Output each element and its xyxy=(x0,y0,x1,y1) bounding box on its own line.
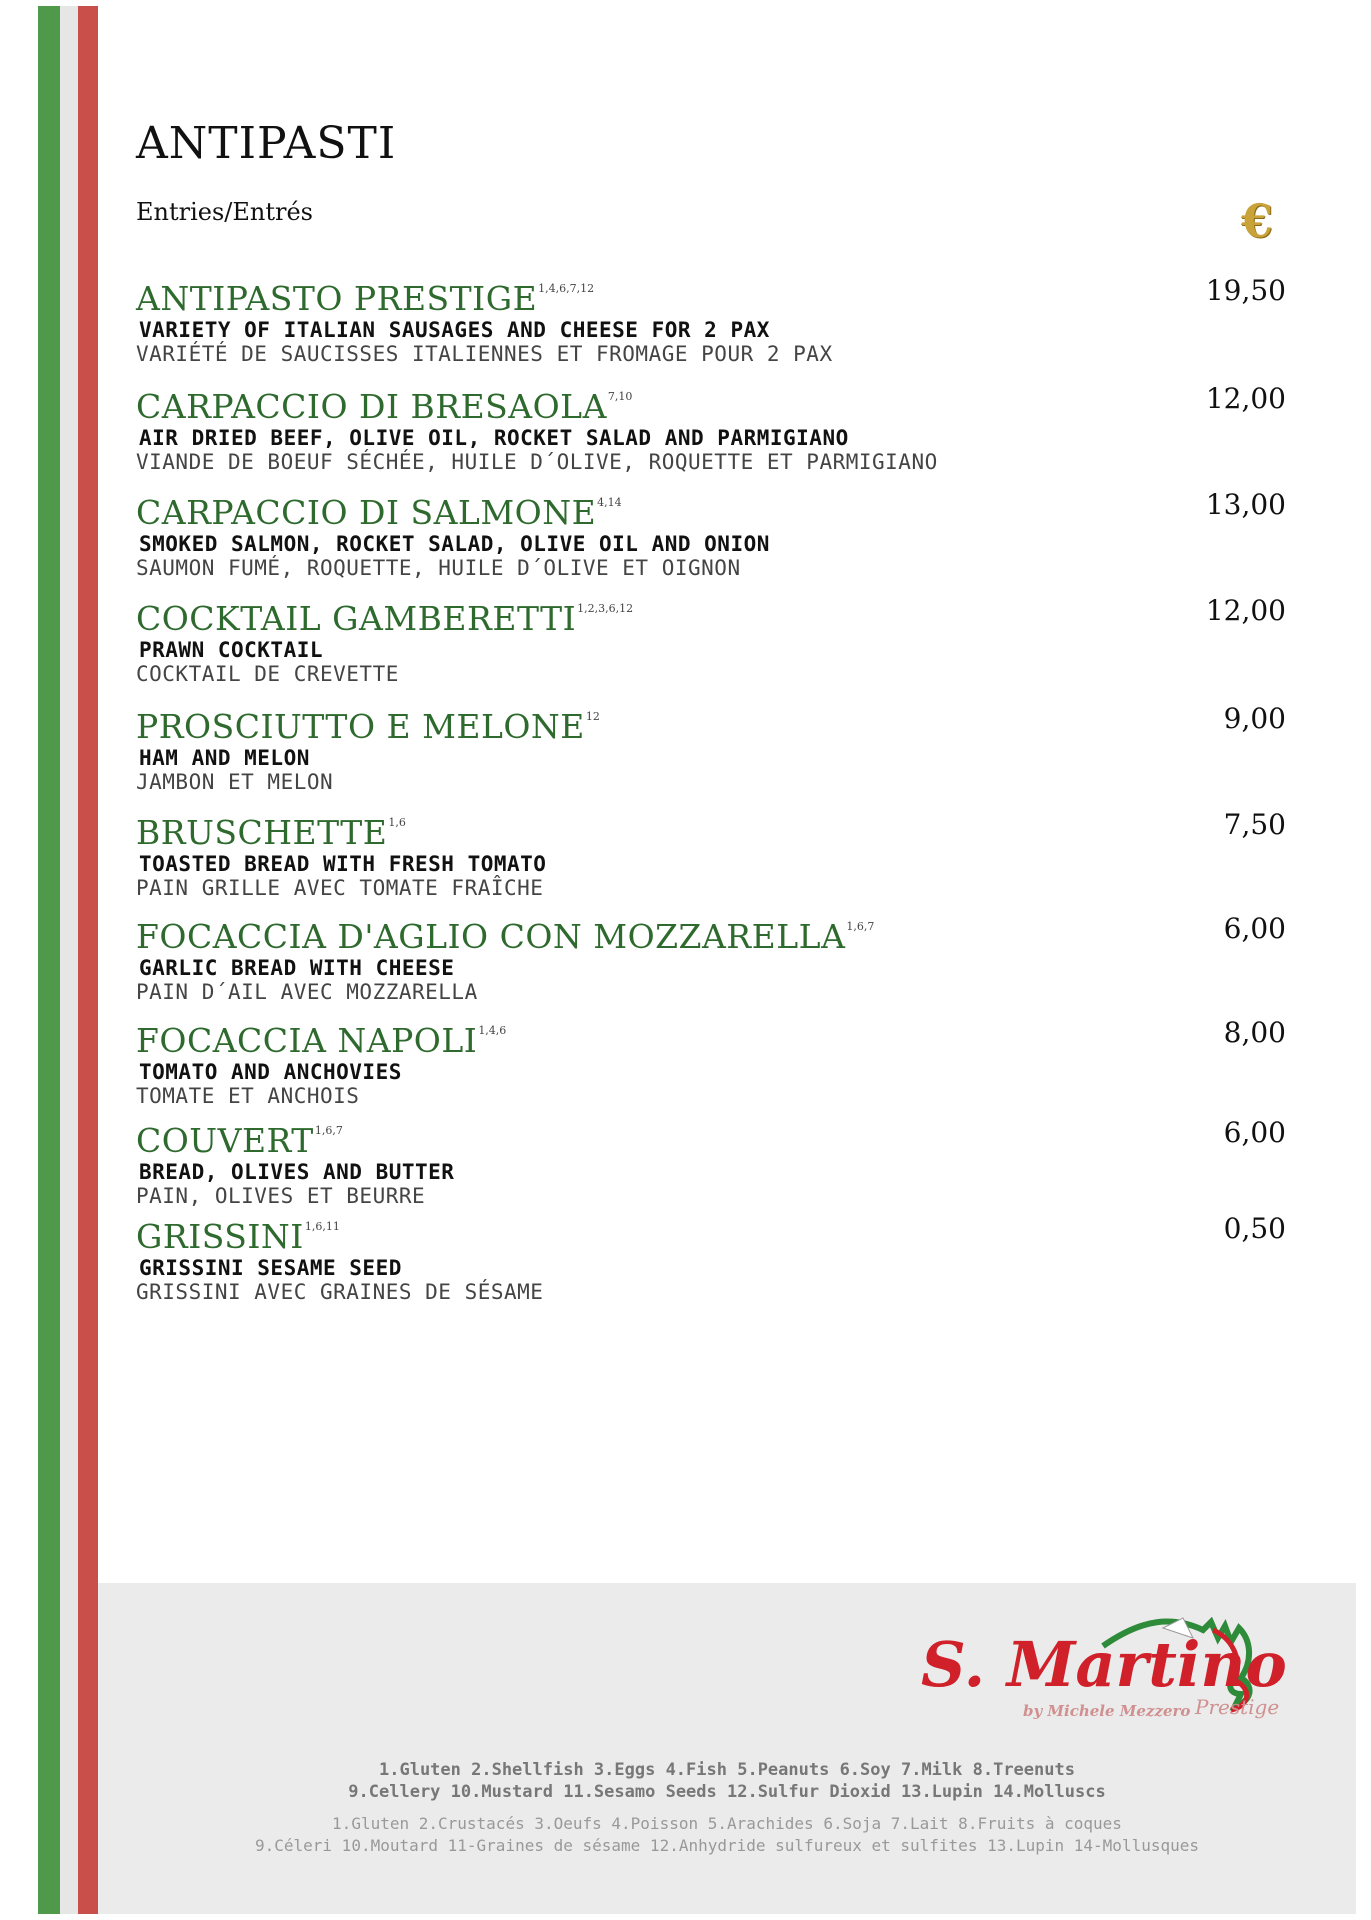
item-description-en: GRISSINI SESAME SEED xyxy=(139,1256,402,1280)
item-price: 12,00 xyxy=(1205,382,1286,415)
item-name: PROSCIUTTO E MELONE$^{12}$ xyxy=(136,707,600,746)
allergen-codes: 1,6,7 xyxy=(314,1124,343,1137)
item-price: 6,00 xyxy=(1223,912,1286,945)
item-price: 7,50 xyxy=(1223,808,1286,841)
menu-item-grissini xyxy=(136,1208,1286,1304)
page-subtitle: Entries/Entrés xyxy=(136,198,313,226)
allergen-codes: 1,2,3,6,12 xyxy=(577,602,634,615)
item-name: BRUSCHETTE$^{1,6}$ xyxy=(136,813,406,852)
item-description-fr: COCKTAIL DE CREVETTE xyxy=(136,662,399,686)
menu-item-couvert xyxy=(136,1112,1286,1208)
allergen-codes: 12 xyxy=(585,710,600,723)
allergen-codes: 4,14 xyxy=(597,496,622,509)
allergen-legend-fr: 1.Gluten 2.Crustacés 3.Oeufs 4.Poisson 5.Arachides 6.Soja 7.Lait 8.Fruits à coques 9.Céleri 10.Moutard 11-Graines de sésame 12.Anhydride sulfureux et sulfites 13.Lupin 14-Mollusques xyxy=(254,1814,1199,1855)
item-description-fr: GRISSINI AVEC GRAINES DE SÉSAME xyxy=(136,1280,544,1304)
item-description-en: PRAWN COCKTAIL xyxy=(139,638,324,662)
item-description-fr: PAIN D´AIL AVEC MOZZARELLA xyxy=(136,980,478,1004)
item-name: ANTIPASTO PRESTIGE$^{1,4,6,7,12}$ xyxy=(136,279,595,318)
item-price: 0,50 xyxy=(1223,1212,1286,1245)
flag-stripe-white xyxy=(60,6,78,1914)
item-price: 9,00 xyxy=(1223,702,1286,735)
item-description-fr: TOMATE ET ANCHOIS xyxy=(136,1084,360,1108)
allergen-legend-en: 1.Gluten 2.Shellfish 3.Eggs 4.Fish 5.Peanuts 6.Soy 7.Milk 8.Treenuts 9.Cellery 10.Mustard 11.Sesamo Seeds 12.Sulfur Dioxid 13.Lupin 14.Molluscs xyxy=(348,1760,1106,1802)
item-description-en: HAM AND MELON xyxy=(139,746,310,770)
allergen-codes: 1,4,6 xyxy=(478,1024,507,1037)
s-martino-logo xyxy=(913,1598,1293,1738)
item-description-en: SMOKED SALMON, ROCKET SALAD, OLIVE OIL AND ONION xyxy=(139,532,770,556)
allergen-codes: 1,4,6,7,12 xyxy=(538,282,595,295)
menu-item-prosciutto-melone xyxy=(136,698,1286,794)
item-price: 19,50 xyxy=(1205,274,1286,307)
menu-item-cocktail-gamberetti xyxy=(136,590,1286,686)
menu-item-focaccia-napoli xyxy=(136,1012,1286,1108)
flag-stripe-red xyxy=(78,6,98,1914)
item-description-fr: VARIÉTÉ DE SAUCISSES ITALIENNES ET FROMAGE POUR 2 PAX xyxy=(136,342,833,366)
svg-text:by Michele Mezzero: by Michele Mezzero xyxy=(1023,1702,1191,1720)
menu-item-focaccia-aglio xyxy=(136,908,1286,1004)
item-description-en: AIR DRIED BEEF, OLIVE OIL, ROCKET SALAD AND PARMIGIANO xyxy=(139,426,849,450)
menu-item-antipasto-prestige xyxy=(136,270,1286,366)
page-title: ANTIPASTI xyxy=(136,118,397,169)
item-name: FOCACCIA NAPOLI$^{1,4,6}$ xyxy=(136,1021,507,1060)
item-description-en: TOASTED BREAD WITH FRESH TOMATO xyxy=(139,852,547,876)
item-description-fr: SAUMON FUMÉ, ROQUETTE, HUILE D´OLIVE ET OIGNON xyxy=(136,556,741,580)
item-name: CARPACCIO DI BRESAOLA$^{7,10}$ xyxy=(136,387,633,426)
item-name: FOCACCIA D'AGLIO CON MOZZARELLA$^{1,6,7}$ xyxy=(136,917,875,956)
svg-text:S. Martino: S. Martino xyxy=(921,1628,1287,1701)
svg-text:Prestige: Prestige xyxy=(1195,1695,1280,1719)
item-description-en: BREAD, OLIVES AND BUTTER xyxy=(139,1160,455,1184)
menu-item-carpaccio-salmone xyxy=(136,484,1286,580)
item-price: 8,00 xyxy=(1223,1016,1286,1049)
allergen-codes: 1,6,7 xyxy=(846,920,875,933)
item-price: 6,00 xyxy=(1223,1116,1286,1149)
item-name: COCKTAIL GAMBERETTI$^{1,2,3,6,12}$ xyxy=(136,599,634,638)
item-description-en: TOMATO AND ANCHOVIES xyxy=(139,1060,402,1084)
item-description-fr: JAMBON ET MELON xyxy=(136,770,334,794)
allergen-codes: 1,6 xyxy=(388,816,406,829)
flag-stripe-green xyxy=(38,6,60,1914)
item-description-en: VARIETY OF ITALIAN SAUSAGES AND CHEESE FOR 2 PAX xyxy=(139,318,770,342)
item-description-fr: VIANDE DE BOEUF SÉCHÉE, HUILE D´OLIVE, ROQUETTE ET PARMIGIANO xyxy=(136,450,938,474)
item-name: COUVERT$^{1,6,7}$ xyxy=(136,1121,343,1160)
allergen-codes: 1,6,11 xyxy=(304,1220,340,1233)
allergen-codes: 7,10 xyxy=(607,390,633,403)
item-description-fr: PAIN GRILLE AVEC TOMATE FRAÎCHE xyxy=(136,876,544,900)
item-description-fr: PAIN, OLIVES ET BEURRE xyxy=(136,1184,426,1208)
footer xyxy=(98,1583,1356,1914)
item-name: GRISSINI$^{1,6,11}$ xyxy=(136,1217,340,1256)
item-description-en: GARLIC BREAD WITH CHEESE xyxy=(139,956,455,980)
item-name: CARPACCIO DI SALMONE$^{4,14}$ xyxy=(136,493,622,532)
menu-item-bruschette xyxy=(136,804,1286,900)
item-price: 12,00 xyxy=(1205,594,1286,627)
item-price: 13,00 xyxy=(1205,488,1286,521)
menu-item-carpaccio-bresaola xyxy=(136,378,1286,474)
euro-icon: € xyxy=(1240,194,1273,248)
